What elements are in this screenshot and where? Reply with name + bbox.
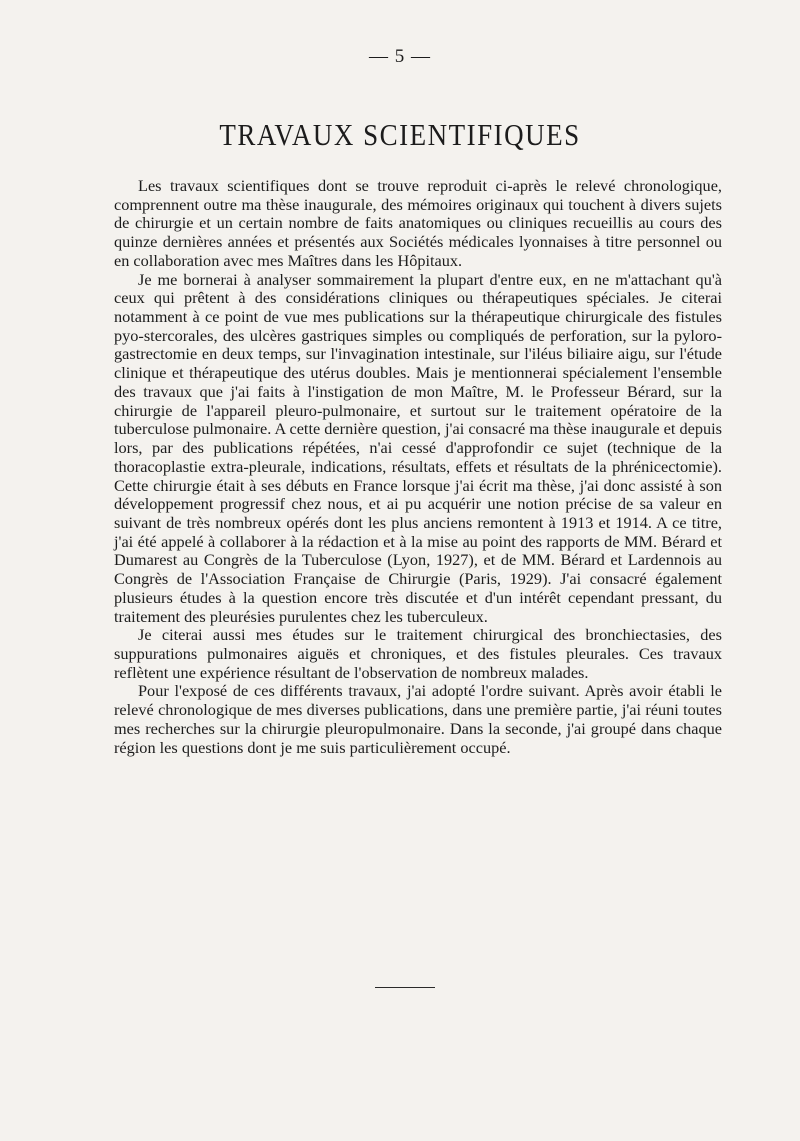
body-text [114,177,722,757]
page-title: TRAVAUX SCIENTIFIQUES [219,118,581,152]
paragraph-4: Pour l'exposé de ces différents travaux, j'ai adopté l'ordre suivant. Après avoir établi le relevé chronologique de mes diverses publications, dans une première partie, j'ai réuni toutes mes recherches sur la chirurgie pleuropulmonaire. Dans la seconde, j'ai groupé dans chaque région les questions dont je me suis particulièrement occupé. [114,681,722,757]
paragraph-2: Je me bornerai à analyser sommairement la plupart d'entre eux, en ne m'attachant qu'à ceux qui prêtent à des considérations cliniques ou thérapeutiques spéciales. Je citerai notamment à ce point de vue mes publications sur la thérapeutique chirurgicale des fistules pyo-stercorales, des ulcères gastriques simples ou compliqués de perforation, sur la pyloro-gastrectomie en deux temps, sur l'invagination intestinale, sur l'iléus biliaire aigu, sur l'étude clinique et thérapeutique des utérus doubles. Mais je mentionnerai spécialement l'ensemble des travaux que j'ai faits à l'instigation de mon Maître, M. le Professeur Bérard, sur la chirurgie de l'appareil pleuro-pulmonaire, et surtout sur le traitement opératoire de la tuberculose pulmonaire. A cette dernière question, j'ai consacré ma thèse inaugurale et depuis lors, par des publications répétées, n'ai cessé d'approfondir ce sujet (technique de la thoracoplastie extra-pleurale, indications, résultats, effets et résultats de la phrénicectomie). Cette chirurgie était à ses débuts en France lorsque j'ai écrit ma thèse, j'ai donc assisté à son développement progressif chez nous, et ai pu acquérir une notion précise de sa valeur en suivant de très nombreux opérés dont les plus anciens remontent à 1913 et 1914. A ce titre, j'ai été appelé à collaborer à la rédaction et à la mise au point des rapports de MM. Bérard et Dumarest au Congrès de la Tuberculose (Lyon, 1927), et de MM. Bérard et Lardennois au Congrès de l'Association Française de Chirurgie (Paris, 1929). J'ai consacré également plusieurs études à la question encore très discutée et d'un intérêt cependant pressant, du traitement des pleurésies purulentes chez les tuberculeux. [114,269,722,626]
paragraph-3: Je citerai aussi mes études sur le traitement chirurgical des bronchiectasies, des suppurations pulmonaires aiguës et chroniques, et des fistules pleurales. Ces travaux reflètent une expérience résultant de l'observation de nombreux malades. [114,625,722,682]
page-number: — 5 — [369,46,431,67]
paragraph-1: Les travaux scientifiques dont se trouve reproduit ci-après le relevé chronologique, comprennent outre ma thèse inaugurale, des mémoires originaux qui touchent à divers sujets de chirurgie et un certain nombre de faits anatomiques ou cliniques recueillis au cours des quinze dernières années et présentés aux Sociétés médicales lyonnaises à titre personnel ou en collaboration avec mes Maîtres dans les Hôpitaux. [114,176,722,270]
end-divider [375,987,435,988]
